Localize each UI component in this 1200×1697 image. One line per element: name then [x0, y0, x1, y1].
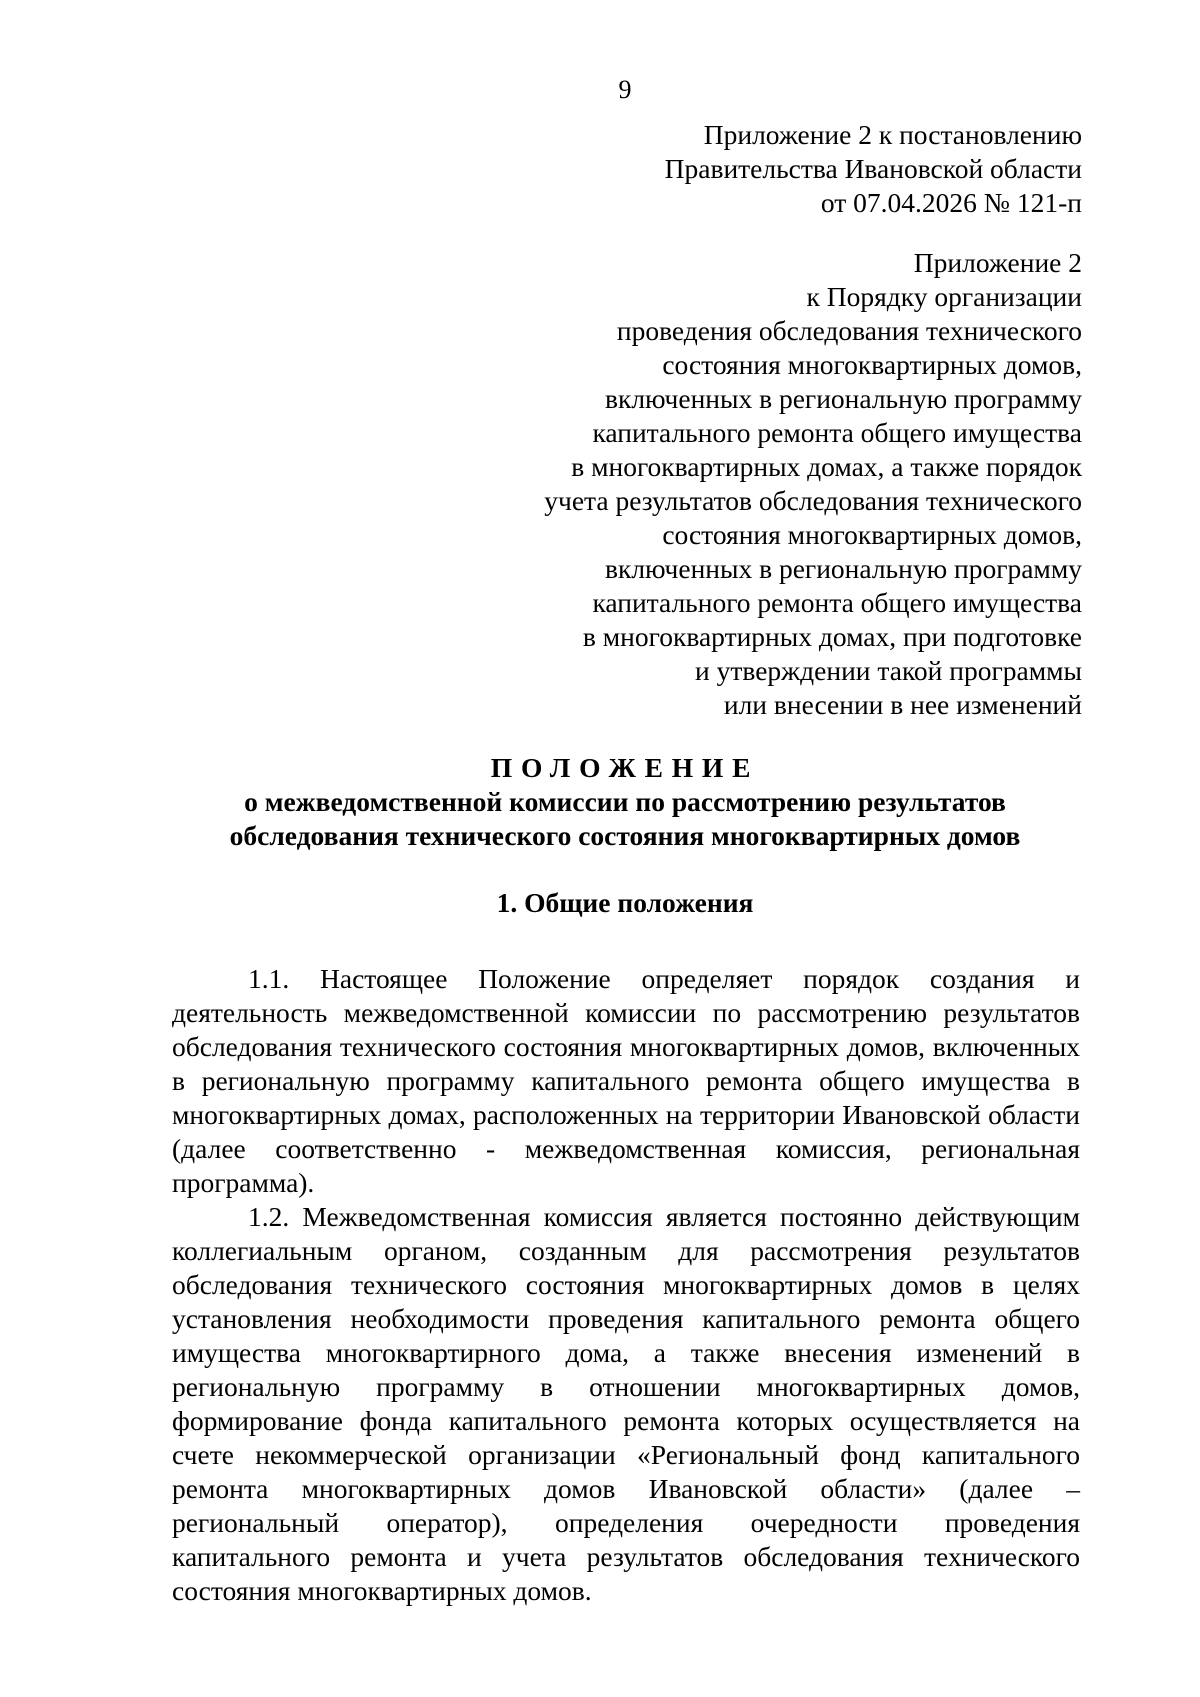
- appendix-line: Приложение 2: [913, 247, 1082, 278]
- document-title: [170, 751, 1080, 853]
- appendix-line: состояния многоквартирных домов,: [662, 519, 1082, 550]
- appendix-line: в многоквартирных домах, при подготовке: [582, 621, 1082, 652]
- appendix-line: капитального ремонта общего имущества: [592, 587, 1082, 618]
- appendix-resolution-reference: [665, 118, 1082, 220]
- appendix-line: от 07.04.2026 № 121-п: [820, 187, 1082, 218]
- page-number: 9: [618, 75, 632, 104]
- section-body: [172, 962, 1080, 1608]
- appendix-line: или внесении в нее изменений: [723, 689, 1082, 720]
- appendix-line: учета результатов обследования технического: [544, 485, 1082, 516]
- appendix-line: капитального ремонта общего имущества: [592, 417, 1082, 448]
- title-heading: ПОЛОЖЕНИЕ: [490, 752, 760, 783]
- appendix-line: и утверждении такой программы: [695, 655, 1082, 686]
- title-subtitle-line: о межведомственной комиссии по рассмотрению результатов: [244, 786, 1006, 817]
- appendix-line: состояния многоквартирных домов,: [662, 349, 1082, 380]
- appendix-line: включенных в региональную программу: [604, 553, 1082, 584]
- paragraph: 1.1. Настоящее Положение определяет порядок создания и деятельность межведомственной комиссии по рассмотрению результатов обследования технического состояния многоквартирных домов, включенных в региональную программу капитального ремонта общего имущества в многоквартирных домах, расположенных на территории Ивановской области (далее соответственно - межведомственная комиссия, региональная программа).: [172, 963, 1080, 1198]
- appendix-order-reference: [544, 246, 1082, 722]
- appendix-line: включенных в региональную программу: [604, 383, 1082, 414]
- appendix-line: Приложение 2 к постановлению: [703, 119, 1082, 150]
- title-subtitle-line: обследования технического состояния многоквартирных домов: [229, 820, 1021, 851]
- section-heading: 1. Общие положения: [496, 887, 754, 918]
- appendix-line: к Порядку организации: [806, 281, 1082, 312]
- appendix-line: в многоквартирных домах, а также порядок: [571, 451, 1082, 482]
- appendix-line: Правительства Ивановской области: [664, 153, 1082, 184]
- appendix-line: проведения обследования технического: [616, 315, 1082, 346]
- paragraph: 1.2. Межведомственная комиссия является постоянно действующим коллегиальным органом, созданным для рассмотрения результатов обследования технического состояния многоквартирных домов в целях установления необходимости проведения капитального ремонта общего имущества многоквартирного дома, а также внесения изменений в региональную программу в отношении многоквартирных домов, формирование фонда капитального ремонта которых осуществляется на счете некоммерческой организации «Региональный фонд капитального ремонта многоквартирных домов Ивановской области» (далее – региональный оператор), определения очередности проведения капитального ремонта и учета результатов обследования технического состояния многоквартирных домов.: [172, 1201, 1080, 1606]
